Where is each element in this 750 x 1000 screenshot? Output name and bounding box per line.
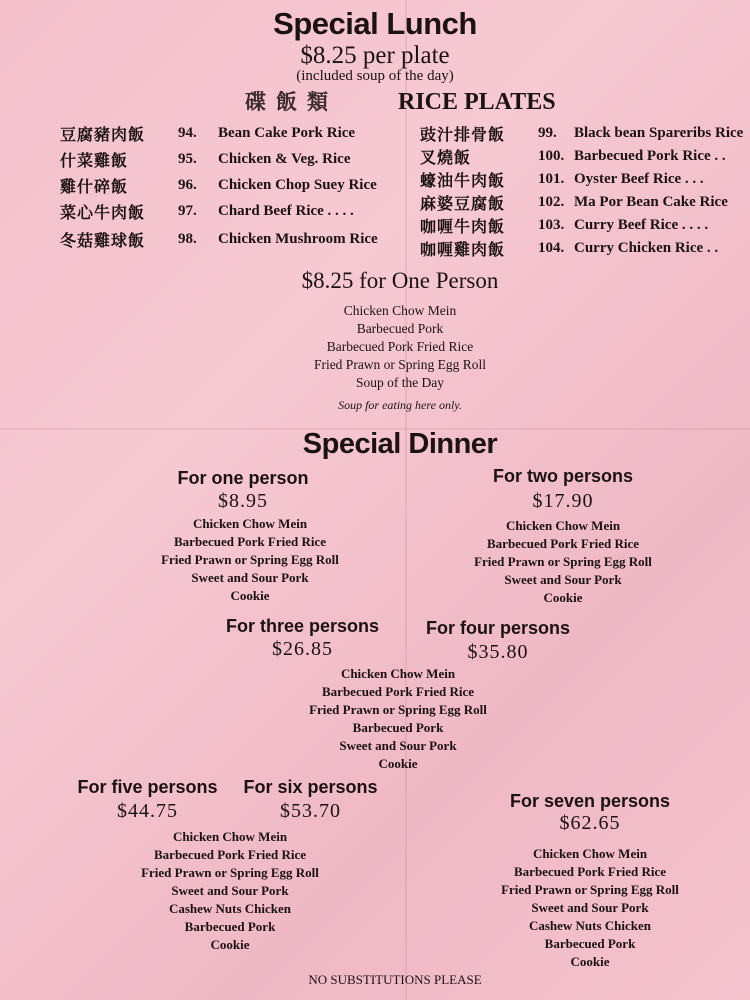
list-item: Fried Prawn or Spring Egg Roll (501, 882, 679, 897)
group-heading-four: For four persons (425, 618, 570, 638)
group-heading-three: For three persons (225, 616, 380, 636)
menu-item-name: Chicken Mushroom Rice (218, 230, 378, 247)
menu-item-name: Oyster Beef Rice . . . (574, 170, 704, 187)
menu-item-name: Curry Chicken Rice . . (574, 239, 719, 256)
list-item: Sweet and Sour Pork (171, 883, 289, 898)
list-item: Sweet and Sour Pork (531, 900, 649, 915)
menu-item-number: 98. (178, 230, 197, 247)
list-item: Fried Prawn or Spring Egg Roll (313, 357, 487, 372)
menu-item-number: 95. (178, 150, 197, 167)
menu-item-number: 96. (178, 176, 197, 193)
menu-item (420, 121, 743, 145)
menu-item-number: 102. (538, 193, 565, 210)
list-item: Soup of the Day (355, 375, 445, 390)
lunch-note: (included soup of the day) (296, 68, 454, 84)
group-items-seven (455, 845, 725, 971)
group-price-two: $17.90 (532, 490, 594, 512)
one-person-title: $8.25 for One Person (301, 268, 499, 293)
menu-item-name: Curry Beef Rice . . . . (574, 216, 709, 233)
group-price-four: $35.80 (467, 641, 529, 663)
list-item: Barbecued Pork Fried Rice (487, 536, 639, 551)
menu-item-chinese: 咖喱牛肉飯 (420, 216, 506, 236)
list-item: Sweet and Sour Pork (339, 738, 457, 753)
list-item: Cookie (210, 937, 250, 952)
menu-item (60, 227, 378, 251)
menu-item-name: Chard Beef Rice . . . . (218, 202, 354, 219)
list-item: Barbecued Pork Fried Rice (514, 864, 666, 879)
group-price-seven: $62.65 (559, 812, 621, 834)
menu-item-chinese: 冬菇雞球飯 (60, 230, 146, 250)
menu-item-number: 94. (178, 124, 197, 141)
menu-item-name: Ma Por Bean Cake Rice (574, 193, 728, 210)
list-item: Chicken Chow Mein (172, 829, 288, 844)
list-item: Cookie (230, 588, 270, 603)
list-item: Sweet and Sour Pork (504, 572, 622, 587)
menu-item-number: 104. (538, 239, 565, 256)
list-item: Chicken Chow Mein (343, 303, 457, 318)
list-item: Barbecued Pork (352, 720, 444, 735)
rice-plates-header-chinese: 碟飯類 (245, 90, 338, 114)
group-heading-six: For six persons (243, 777, 378, 797)
group-heading-seven: For seven persons (509, 791, 671, 811)
menu-item-chinese: 麻婆豆腐飯 (420, 193, 506, 213)
list-item: Chicken Chow Mein (192, 516, 308, 531)
menu-item-name: Black bean Spareribs Rice (574, 124, 744, 141)
group-price-five: $44.75 (117, 800, 178, 822)
list-item: Fried Prawn or Spring Egg Roll (161, 552, 339, 567)
group-heading-five: For five persons (77, 777, 218, 797)
menu-item-chinese: 豆腐豬肉飯 (60, 124, 146, 144)
menu-item-chinese: 菜心牛肉飯 (60, 202, 146, 222)
menu-item-chinese: 蠔油牛肉飯 (420, 170, 506, 190)
list-item: Chicken Chow Mein (340, 666, 456, 681)
menu-item-number: 103. (538, 216, 565, 233)
menu-item-chinese: 什菜雞飯 (60, 150, 129, 170)
rice-plates-header: RICE PLATES (398, 89, 556, 115)
list-item: Sweet and Sour Pork (191, 570, 309, 585)
list-item: Cashew Nuts Chicken (168, 901, 292, 916)
menu-item (60, 173, 377, 197)
menu-item-chinese: 叉燒飯 (420, 147, 472, 167)
group-items-three-four (263, 665, 533, 773)
soup-note: Soup for eating here only. (338, 398, 462, 412)
menu-item (60, 147, 351, 171)
menu-item-number: 101. (538, 170, 565, 187)
list-item: Chicken Chow Mein (532, 846, 648, 861)
lunch-price: $8.25 per plate (300, 42, 450, 69)
menu-item-number: 97. (178, 202, 197, 219)
menu-item-number: 99. (538, 124, 557, 141)
group-heading-one: For one person (177, 468, 309, 488)
menu-item-name: Chicken & Veg. Rice (218, 150, 351, 167)
menu-item-chinese: 咖喱雞肉飯 (420, 239, 506, 259)
list-item: Cookie (543, 590, 583, 605)
list-item: Barbecued Pork (356, 321, 444, 336)
menu-item-name: Bean Cake Pork Rice (218, 124, 356, 141)
list-item: Barbecued Pork Fried Rice (174, 534, 326, 549)
list-item: Cookie (570, 954, 610, 969)
list-item: Cashew Nuts Chicken (528, 918, 652, 933)
list-item: Cookie (378, 756, 418, 771)
one-person-items (250, 302, 550, 392)
list-item: Fried Prawn or Spring Egg Roll (309, 702, 487, 717)
menu-item-name: Chicken Chop Suey Rice (218, 176, 377, 193)
menu-item (420, 213, 708, 237)
group-items-two (428, 517, 698, 607)
menu-item (60, 199, 354, 223)
menu-item (420, 190, 728, 214)
list-item: Chicken Chow Mein (505, 518, 621, 533)
menu-item-chinese: 雞什碎飯 (60, 176, 129, 196)
list-item: Barbecued Pork (544, 936, 636, 951)
dinner-title: Special Dinner (302, 428, 498, 460)
menu-item (420, 144, 726, 168)
menu-item-chinese: 豉汁排骨飯 (420, 124, 506, 144)
group-price-six: $53.70 (280, 800, 341, 822)
no-substitutions-note: NO SUBSTITUTIONS PLEASE (308, 972, 482, 987)
lunch-title: Special Lunch (273, 6, 477, 41)
list-item: Barbecued Pork Fried Rice (154, 847, 306, 862)
menu-item (60, 121, 355, 145)
group-items-five-six (95, 828, 365, 954)
list-item: Fried Prawn or Spring Egg Roll (474, 554, 652, 569)
list-item: Fried Prawn or Spring Egg Roll (141, 865, 319, 880)
group-price-three: $26.85 (272, 638, 333, 660)
menu-item (420, 167, 704, 191)
menu-item-number: 100. (538, 147, 565, 164)
menu-item (420, 236, 718, 260)
group-items-one (115, 515, 385, 605)
list-item: Barbecued Pork Fried Rice (326, 339, 474, 354)
list-item: Barbecued Pork (184, 919, 276, 934)
menu-item-name: Barbecued Pork Rice . . (574, 147, 726, 164)
paper-fold-vertical (405, 0, 407, 1000)
group-heading-two: For two persons (492, 466, 633, 486)
list-item: Barbecued Pork Fried Rice (322, 684, 474, 699)
group-price-one: $8.95 (218, 490, 268, 512)
